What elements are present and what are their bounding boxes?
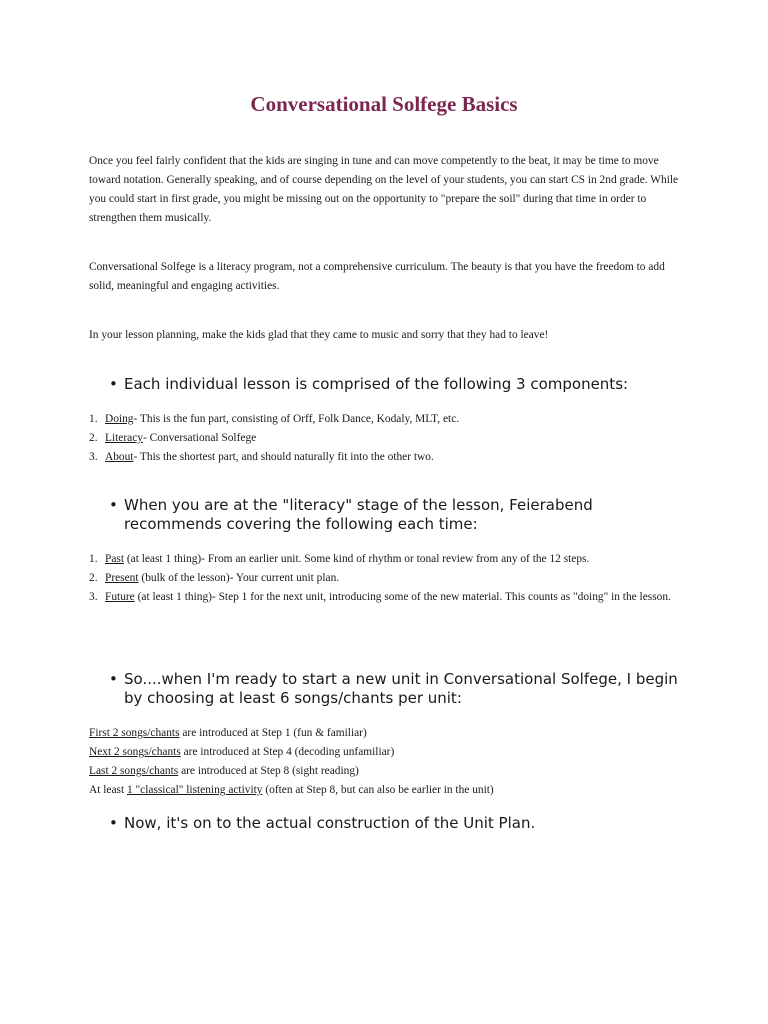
item-number: 2.	[89, 572, 98, 584]
item-term: Present	[105, 572, 139, 584]
item-term: First 2 songs/chants	[89, 727, 180, 739]
item-text: are introduced at Step 4 (decoding unfamiliar)	[180, 746, 395, 758]
item-number: 1.	[89, 553, 98, 565]
item-term: Literacy	[105, 432, 143, 444]
list-item	[89, 429, 689, 448]
list-item	[89, 569, 689, 588]
lesson-planning-paragraph: In your lesson planning, make the kids glad that they came to music and sorry that they had to leave!	[89, 329, 549, 341]
literacy-program-paragraph: Conversational Solfege is a literacy program, not a comprehensive curriculum. The beauty is that you have the freedom to add solid, meaningful and engaging activities.	[89, 261, 665, 292]
list-item	[89, 781, 689, 800]
literacy-steps-list	[89, 550, 689, 607]
item-term: Past	[105, 553, 124, 565]
item-term: 1 "classical" listening activity	[126, 784, 263, 796]
item-term: Doing	[105, 413, 134, 425]
item-term: About	[105, 451, 134, 463]
bullet-text: When you are at the "literacy" stage of the lesson, Feierabend recommends covering the following each time:	[124, 496, 593, 533]
list-item	[89, 762, 689, 781]
bullet-literacy-stage	[109, 496, 684, 534]
item-text: are introduced at Step 1 (fun & familiar)	[179, 727, 367, 739]
item-prefix: At least	[89, 784, 127, 796]
item-number: 3.	[89, 591, 98, 603]
bullet-text: So....when I'm ready to start a new unit in Conversational Solfege, I begin by choosing at least 6 songs/chants per unit:	[124, 670, 678, 707]
item-text: (at least 1 thing)- Step 1 for the next unit, introducing some of the new material. This counts as "doing" in the lesson.	[134, 591, 671, 603]
intro-paragraph: Once you feel fairly confident that the kids are singing in tune and can move competently to the beat, it may be time to move toward notation. Generally speaking, and of course depending on the level of your students, you can start CS in 2nd grade. While you could start in first grade, you might be missing out on the opportunity to "prepare the soil" during that time in order to strengthen them musically.	[89, 155, 679, 224]
item-text: (at least 1 thing)- From an earlier unit. Some kind of rhythm or tonal review from any of the 12 steps.	[124, 553, 590, 565]
item-text: are introduced at Step 8 (sight reading)	[178, 765, 359, 777]
item-number: 1.	[89, 413, 98, 425]
item-number: 3.	[89, 451, 98, 463]
bullet-icon: •	[109, 670, 118, 688]
item-term: Future	[105, 591, 135, 603]
list-item	[89, 448, 689, 467]
bullet-unit-plan	[109, 814, 684, 833]
item-text: - This is the fun part, consisting of Orff, Folk Dance, Kodaly, MLT, etc.	[133, 413, 460, 425]
item-text: - This the shortest part, and should naturally fit into the other two.	[133, 451, 434, 463]
page-title: Conversational Solfege Basics	[250, 92, 518, 116]
item-text: (bulk of the lesson)- Your current unit plan.	[138, 572, 340, 584]
list-item	[89, 410, 689, 429]
songs-list	[89, 724, 689, 800]
bullet-new-unit	[109, 670, 684, 708]
bullet-icon: •	[109, 814, 118, 832]
list-item	[89, 743, 689, 762]
item-term: Next 2 songs/chants	[89, 746, 181, 758]
list-item	[89, 588, 689, 607]
item-term: Last 2 songs/chants	[89, 765, 179, 777]
bullet-icon: •	[109, 496, 118, 514]
list-item	[89, 550, 689, 569]
item-number: 2.	[89, 432, 98, 444]
components-list	[89, 410, 689, 467]
bullet-text: Now, it's on to the actual construction of the Unit Plan.	[124, 814, 536, 832]
list-item	[89, 724, 689, 743]
item-text: (often at Step 8, but can also be earlier in the unit)	[262, 784, 494, 796]
bullet-text: Each individual lesson is comprised of the following 3 components:	[124, 375, 629, 393]
bullet-icon: •	[109, 375, 118, 393]
item-text: - Conversational Solfege	[142, 432, 257, 444]
bullet-lesson-components	[109, 375, 684, 394]
